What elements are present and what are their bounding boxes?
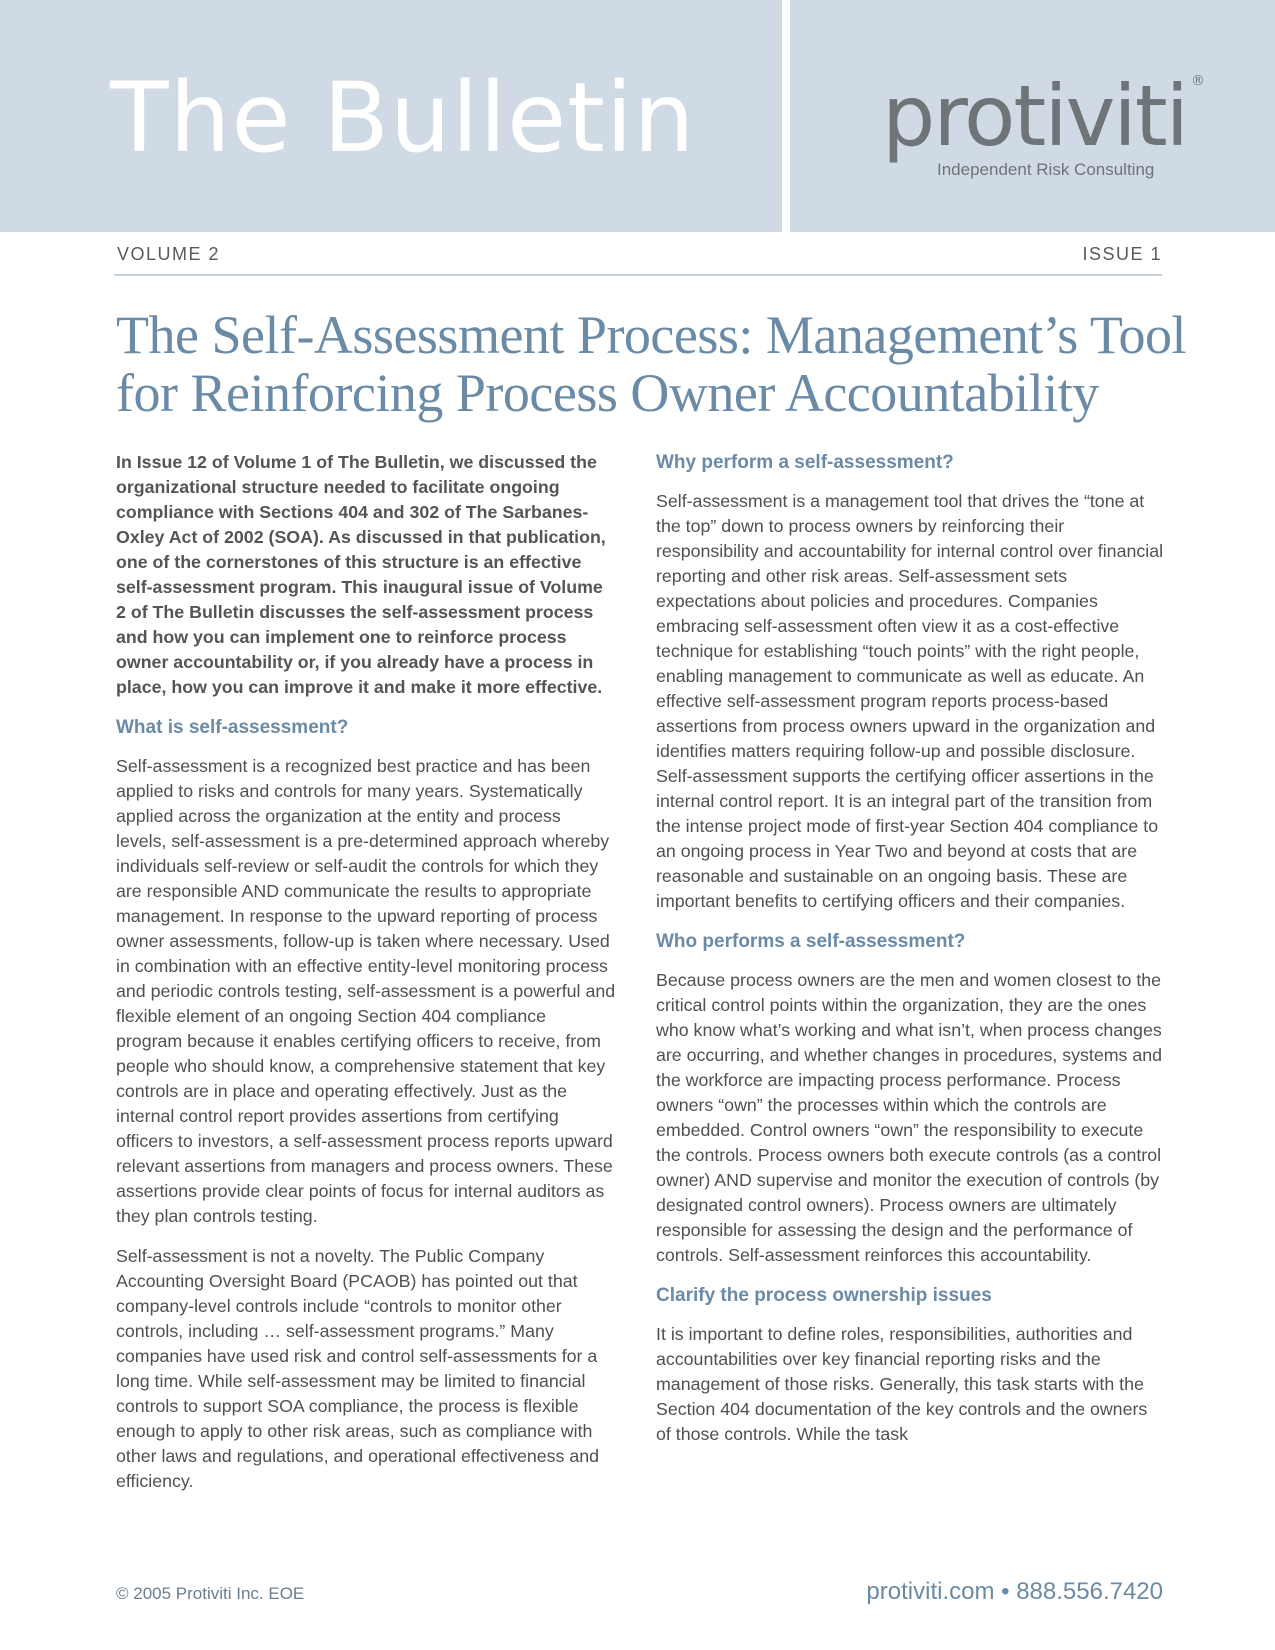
- protiviti-logo: [882, 67, 1205, 179]
- header-divider: [114, 274, 1162, 276]
- section-heading: Clarify the process ownership issues: [656, 1285, 992, 1306]
- section-heading: Why perform a self-assessment?: [656, 452, 954, 473]
- body-paragraph: Because process owners are the men and women closest to the critical control points within the organization, they are the ones who know what’s working and what isn’t, when process changes are occurring, and whether changes in procedures, systems and the workforce are impacting process performance. Process owners “own” the processes within which the controls are embedded. Control owners “own” the responsibility to execute the controls. Process owners both execute controls (as a control owner) AND supervise and monitor the execution of controls (by designated control owners). Process owners are ultimately responsible for assessing the design and the performance of controls. Self-assessment reinforces this accountability.: [656, 970, 1163, 1265]
- right-column: [656, 450, 1164, 1462]
- section-heading: What is self-assessment?: [116, 717, 349, 738]
- volume-label: VOLUME 2: [117, 244, 221, 264]
- copyright-notice: © 2005 Protiviti Inc. EOE: [116, 1584, 305, 1603]
- contact-info: protiviti.com • 888.556.7420: [866, 1578, 1163, 1605]
- intro-paragraph: In Issue 12 of Volume 1 of The Bulletin, we discussed the organizational structure needed to facilitate ongoing compliance with Sections 404 and 302 of The Sarbanes-Oxley Act of 2002 (SOA). As discussed in that publication, one of the cornerstones of this structure is an effective self-assessment program. This inaugural issue of Volume 2 of The Bulletin discusses the self-assessment process and how you can implement one to reinforce process owner accountability or, if you already have a process in place, how you can improve it and make it more effective.: [116, 452, 606, 697]
- issue-label: ISSUE 1: [1082, 244, 1162, 264]
- section-heading: Who performs a self-assessment?: [656, 931, 966, 952]
- article-title: The Self-Assessment Process: Management’s Tool for Reinforcing Process Owner Accountability: [116, 305, 1187, 423]
- body-paragraph: It is important to define roles, responsibilities, authorities and accountabilities over key financial reporting risks and the management of those risks. Generally, this task starts with the Section 404 documentation of the key controls and the owners of those controls. While the task: [656, 1324, 1148, 1444]
- left-column: [116, 450, 616, 1509]
- body-paragraph: Self-assessment is not a novelty. The Public Company Accounting Oversight Board (PCAOB) has pointed out that company-level controls include “controls to monitor other controls, including … self-assessment programs.” Many companies have used risk and control self-assessments for a long time. While self-assessment may be limited to financial controls to support SOA compliance, the process is flexible enough to apply to other risk areas, such as compliance with other laws and regulations, and operational effectiveness and efficiency.: [116, 1246, 600, 1491]
- publication-title: The Bulletin: [110, 62, 696, 174]
- body-paragraph: Self-assessment is a recognized best practice and has been applied to risks and controls for many years. Systematically applied across the organization at the entity and process levels, self-assessment is a pre-determined approach whereby individuals self-review or self-audit the controls for which they are responsible AND communicate the results to appropriate management. In response to the upward reporting of process owner assessments, follow-up is taken where necessary. Used in combination with an effective entity-level monitoring process and periodic controls testing, self-assessment is a powerful and flexible element of an ongoing Section 404 compliance program because it enables certifying officers to receive, from people who should know, a comprehensive statement that key controls are in place and operating effectively. Just as the internal control report provides assertions from certifying officers to investors, a self-assessment process reports upward relevant assertions from managers and process owners. These assertions provide clear points of focus for internal auditors as they plan controls testing.: [116, 756, 616, 1226]
- logo-wordmark: [882, 67, 1205, 165]
- logo-tagline: Independent Risk Consulting: [937, 160, 1155, 179]
- registered-mark: ®: [1191, 73, 1205, 89]
- body-paragraph: Self-assessment is a management tool that drives the “tone at the top” down to process owners by reinforcing their responsibility and accountability for internal control over financial reporting and other risk areas. Self-assessment sets expectations about policies and procedures. Companies embracing self-assessment often view it as a cost-effective technique for establishing “touch points” with the right people, enabling management to communicate as well as educate. An effective self-assessment program reports process-based assertions from process owners upward in the organization and identifies matters requiring follow-up and possible disclosure. Self-assessment supports the certifying officer assertions in the internal control report. It is an integral part of the transition from the intense project mode of first-year Section 404 compliance to an ongoing process in Year Two and beyond at costs that are reasonable and sustainable on an ongoing basis. These are important benefits to certifying officers and their companies.: [656, 491, 1164, 911]
- logo-word-text: protiviti: [882, 67, 1187, 165]
